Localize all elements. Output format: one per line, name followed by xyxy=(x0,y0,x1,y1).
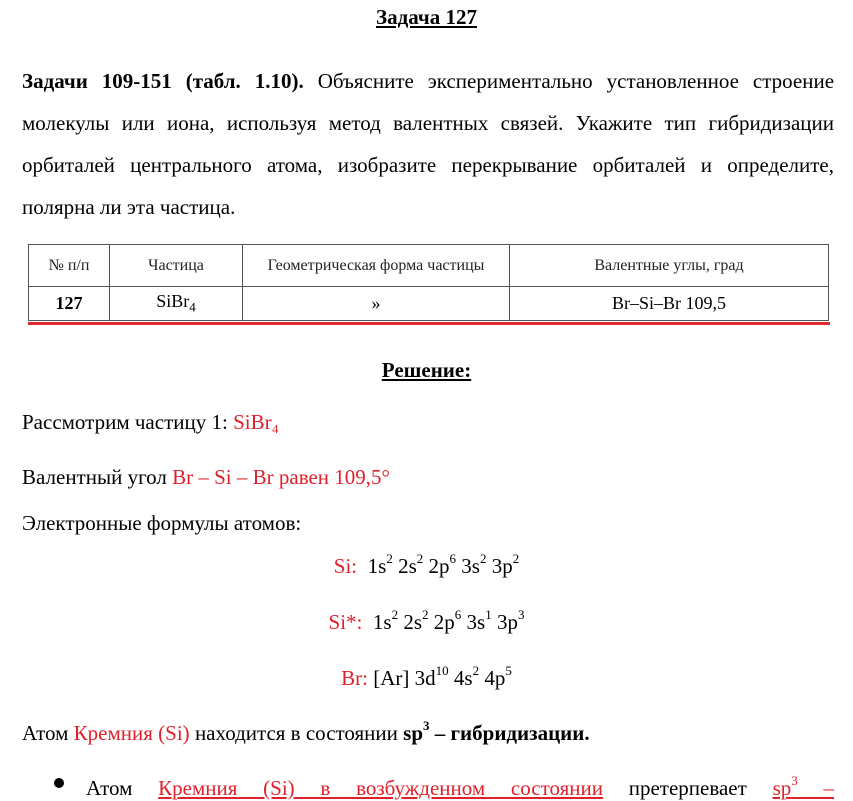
table-header-cell: Геометрическая форма частицы xyxy=(243,245,510,287)
formula-si-excited: Si*: $1s^2$ $2s^2$ $2p^6$ $3s^1$ $3p^3$ xyxy=(328,607,525,634)
task-reference: Задачи 109-151 (табл. 1.10). xyxy=(22,69,304,93)
formula-br: Br: [Ar] $3d^{10}$ $4s^2$ $4p^5$ xyxy=(341,663,512,690)
table-row xyxy=(29,287,829,321)
table-header-cell: Частица xyxy=(110,245,243,287)
table-cell-angles: Br–Si–Br 109,5 xyxy=(510,287,829,321)
angle-value: Br – Si – Br равен 109,5° xyxy=(172,465,390,489)
table-header-cell: Валентные углы, град xyxy=(510,245,829,287)
table-header-row xyxy=(29,245,829,287)
formula-si: Si: $1s^2$ $2s^2$ $2p^6$ $3s^2$ $3p^2$ xyxy=(333,551,520,578)
data-table xyxy=(28,244,829,321)
formulas-label: Электронные формулы атомов: xyxy=(22,511,302,535)
table-cell-shape: » xyxy=(243,287,510,321)
bullet-dot xyxy=(54,778,64,788)
table-header-cell: № п/п xyxy=(29,245,110,287)
solution-heading: Решение: xyxy=(381,358,472,382)
table-cell-number: 127 xyxy=(29,287,110,321)
hybridization-line: Атом Кремния (Si) находится в состоянии $sp^3$ – гибридизации. xyxy=(22,718,590,745)
red-underline xyxy=(28,322,830,325)
task-text: Объясните экспериментально установленное строение молекулы или иона, используя метод валентных связей. Укажите тип гибридизации орбиталей центрального атома, изобразите перекрывание орбиталей и определите, полярна ли эта частица. xyxy=(22,69,835,219)
angle-line: Валентный угол Br – Si – Br равен 109,5° xyxy=(22,465,390,489)
task-statement xyxy=(22,60,834,228)
table-cell-particle: SiBr$_4$ xyxy=(110,287,243,321)
consider-particle: SiBr₄ xyxy=(233,410,279,434)
consider-line: Рассмотрим частицу 1: SiBr₄ xyxy=(22,410,279,434)
bullet-line: Атом Кремния (Si) в возбужденном состоянии претерпевает $sp^3$ – xyxy=(86,773,835,800)
page-title: Задача 127 xyxy=(376,5,477,29)
